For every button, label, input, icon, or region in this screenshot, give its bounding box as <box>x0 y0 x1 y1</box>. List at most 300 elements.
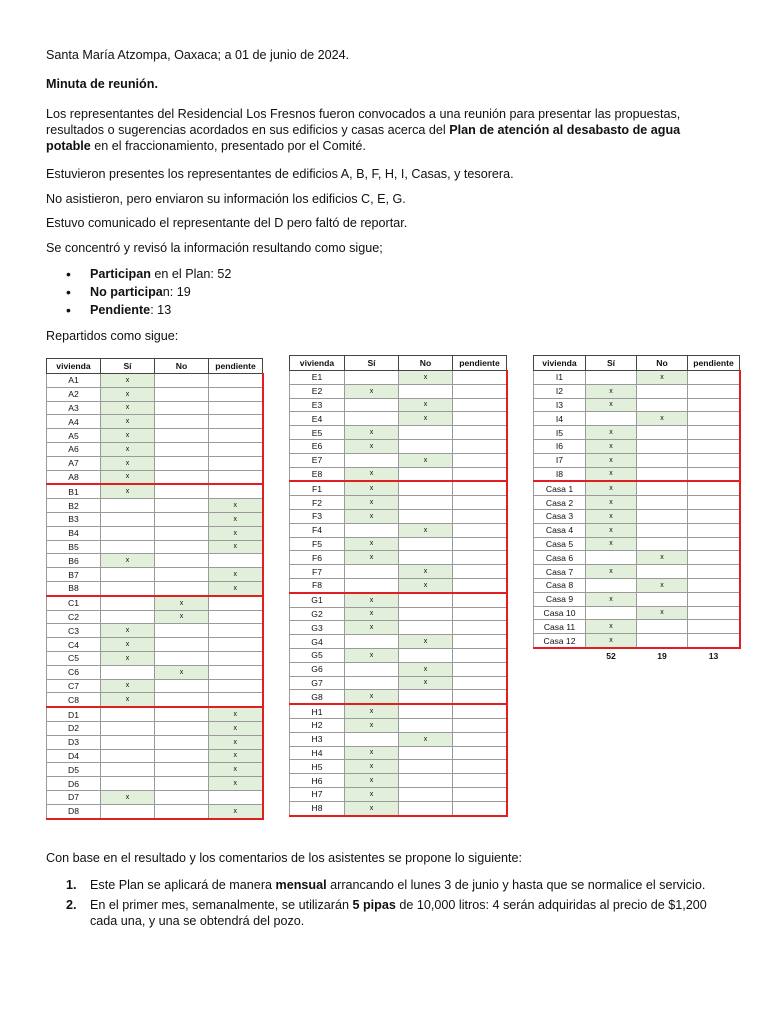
summary-item-value: en el Plan: 52 <box>150 267 232 281</box>
no-cell <box>399 648 453 662</box>
table-row <box>290 704 507 718</box>
pend-cell: x <box>209 707 263 721</box>
present-paragraph: Estuvieron presentes los representantes de edificios A, B, F, H, I, Casas, y tesorera. <box>46 167 514 181</box>
no-cell <box>155 526 209 540</box>
vivienda-cell: E4 <box>290 412 345 426</box>
si-cell <box>101 512 155 526</box>
si-cell <box>101 526 155 540</box>
proposal-highlight: 5 pipas <box>352 898 396 912</box>
no-cell <box>637 592 688 606</box>
pend-cell <box>453 760 507 774</box>
vivienda-cell: F2 <box>290 496 345 510</box>
vivienda-cell: F5 <box>290 537 345 551</box>
no-cell: x <box>637 551 688 565</box>
no-cell <box>155 401 209 415</box>
pend-cell <box>453 384 507 398</box>
table-row <box>290 426 507 440</box>
table-row <box>47 401 263 415</box>
si-cell: x <box>345 481 399 495</box>
table-row <box>290 371 507 385</box>
no-cell: x <box>399 676 453 690</box>
si-cell: x <box>345 774 399 788</box>
table-header-row <box>290 356 507 371</box>
no-cell <box>155 749 209 763</box>
si-cell <box>345 565 399 579</box>
pend-cell: x <box>209 721 263 735</box>
pend-cell <box>453 704 507 718</box>
no-cell <box>637 481 688 495</box>
vivienda-cell: C7 <box>47 679 101 693</box>
pend-cell <box>453 718 507 732</box>
si-cell <box>345 635 399 649</box>
vivienda-cell: I8 <box>534 467 586 481</box>
si-cell: x <box>345 537 399 551</box>
vivienda-cell: F7 <box>290 565 345 579</box>
vivienda-cell: H8 <box>290 801 345 815</box>
pend-cell <box>453 467 507 481</box>
si-cell <box>101 540 155 554</box>
totals-label-cell <box>534 648 586 663</box>
pend-cell <box>209 790 263 804</box>
pend-cell <box>209 456 263 470</box>
no-cell <box>637 439 688 453</box>
si-cell: x <box>345 593 399 607</box>
vivienda-cell: B5 <box>47 540 101 554</box>
pend-cell <box>209 651 263 665</box>
pend-cell <box>453 732 507 746</box>
no-cell <box>155 387 209 401</box>
si-cell <box>345 662 399 676</box>
si-cell: x <box>345 467 399 481</box>
col-si: Sí <box>101 359 155 374</box>
vivienda-cell: E6 <box>290 439 345 453</box>
table-row <box>47 721 263 735</box>
total-si: 52 <box>586 648 637 663</box>
vivienda-cell: C4 <box>47 638 101 652</box>
vivienda-cell: I2 <box>534 384 586 398</box>
pend-cell <box>688 551 740 565</box>
intro-paragraph <box>46 106 728 154</box>
table-row <box>47 387 263 401</box>
table-row <box>290 496 507 510</box>
pend-cell: x <box>209 777 263 791</box>
pend-cell <box>688 509 740 523</box>
table-row <box>290 523 507 537</box>
table-row <box>534 523 740 537</box>
si-cell: x <box>345 648 399 662</box>
no-cell <box>637 496 688 510</box>
si-cell: x <box>101 442 155 456</box>
vivienda-cell: F4 <box>290 523 345 537</box>
pend-cell <box>453 774 507 788</box>
vivienda-cell: G6 <box>290 662 345 676</box>
no-cell <box>155 470 209 484</box>
table-row <box>47 484 263 498</box>
table-row <box>47 554 263 568</box>
si-cell: x <box>101 679 155 693</box>
table-header-row <box>47 359 263 374</box>
vivienda-cell: B2 <box>47 499 101 513</box>
pend-cell <box>209 374 263 388</box>
table-row <box>534 606 740 620</box>
pend-cell <box>453 621 507 635</box>
pend-cell: x <box>209 526 263 540</box>
table-row <box>534 565 740 579</box>
table-header-row <box>534 356 740 371</box>
no-cell <box>399 537 453 551</box>
si-cell: x <box>345 690 399 704</box>
vivienda-cell: Casa 3 <box>534 509 586 523</box>
table-row <box>47 442 263 456</box>
si-cell <box>586 412 637 426</box>
si-cell: x <box>345 426 399 440</box>
pend-cell <box>209 429 263 443</box>
table-row <box>534 371 740 385</box>
distributed-paragraph: Repartidos como sigue: <box>46 329 179 343</box>
vivienda-cell: D8 <box>47 804 101 818</box>
vivienda-cell: C1 <box>47 596 101 610</box>
pend-cell <box>688 565 740 579</box>
no-cell <box>399 760 453 774</box>
no-cell <box>637 565 688 579</box>
no-cell <box>155 374 209 388</box>
table-row <box>290 607 507 621</box>
vivienda-cell: Casa 11 <box>534 620 586 634</box>
table-row <box>47 735 263 749</box>
si-cell: x <box>101 456 155 470</box>
pend-cell <box>209 484 263 498</box>
vivienda-cell: E7 <box>290 453 345 467</box>
si-cell: x <box>586 592 637 606</box>
pend-cell <box>453 565 507 579</box>
summary-item <box>46 265 231 283</box>
si-cell <box>586 551 637 565</box>
table-row <box>47 763 263 777</box>
si-cell: x <box>345 704 399 718</box>
table-row <box>534 398 740 412</box>
vivienda-cell: H6 <box>290 774 345 788</box>
pend-cell <box>453 537 507 551</box>
pend-cell <box>209 387 263 401</box>
si-cell <box>101 763 155 777</box>
si-cell: x <box>586 467 637 481</box>
pend-cell <box>688 371 740 385</box>
absent-paragraph: No asistieron, pero enviaron su información los edificios C, E, G. <box>46 192 406 206</box>
table-row <box>290 690 507 704</box>
vivienda-cell: D2 <box>47 721 101 735</box>
vivienda-cell: D1 <box>47 707 101 721</box>
table-row <box>47 540 263 554</box>
si-cell <box>345 578 399 592</box>
table-row <box>47 512 263 526</box>
pend-cell <box>453 453 507 467</box>
no-cell: x <box>637 371 688 385</box>
table-building-i-casas <box>533 355 741 663</box>
no-cell <box>155 415 209 429</box>
vivienda-cell: E5 <box>290 426 345 440</box>
proposal-text: Este Plan se aplicará de manera <box>90 878 276 892</box>
no-cell: x <box>399 412 453 426</box>
table-row <box>534 412 740 426</box>
pend-cell <box>688 537 740 551</box>
proposal-text: de 10,000 litros: 4 serán adquiridas al precio de $1,200 cada una, y una se obtendrá del pozo. <box>90 898 707 928</box>
table-row <box>534 467 740 481</box>
pend-cell <box>453 496 507 510</box>
proposal-number: 2. <box>66 898 77 912</box>
vivienda-cell: G4 <box>290 635 345 649</box>
si-cell: x <box>101 693 155 707</box>
si-cell <box>345 523 399 537</box>
vivienda-cell: I1 <box>534 371 586 385</box>
si-cell: x <box>345 718 399 732</box>
vivienda-cell: H3 <box>290 732 345 746</box>
proposal-intro: Con base en el resultado y los comentarios de los asistentes se propone lo siguiente: <box>46 851 523 865</box>
vivienda-cell: E8 <box>290 467 345 481</box>
no-cell <box>155 568 209 582</box>
vivienda-cell: C8 <box>47 693 101 707</box>
si-cell: x <box>101 651 155 665</box>
summary-item <box>46 301 231 319</box>
col-no: No <box>399 356 453 371</box>
date-line: Santa María Atzompa, Oaxaca; a 01 de junio de 2024. <box>46 48 350 62</box>
no-cell <box>399 801 453 815</box>
table-row <box>534 634 740 648</box>
si-cell: x <box>586 384 637 398</box>
vivienda-cell: C5 <box>47 651 101 665</box>
vivienda-cell: H2 <box>290 718 345 732</box>
table-row <box>47 415 263 429</box>
pend-cell: x <box>209 804 263 818</box>
vivienda-cell: C2 <box>47 610 101 624</box>
table-row <box>534 537 740 551</box>
pend-cell <box>453 607 507 621</box>
vivienda-cell: D4 <box>47 749 101 763</box>
si-cell <box>586 371 637 385</box>
col-pendiente: pendiente <box>209 359 263 374</box>
pend-cell <box>688 384 740 398</box>
pend-cell <box>453 746 507 760</box>
no-cell <box>155 554 209 568</box>
si-cell: x <box>101 401 155 415</box>
vivienda-cell: B7 <box>47 568 101 582</box>
si-cell: x <box>345 760 399 774</box>
table-row <box>47 624 263 638</box>
table-row <box>534 453 740 467</box>
no-cell <box>155 456 209 470</box>
si-cell: x <box>101 554 155 568</box>
table-row <box>47 638 263 652</box>
table-row <box>290 635 507 649</box>
table-row <box>47 665 263 679</box>
vivienda-cell: A5 <box>47 429 101 443</box>
intro-text-2: en el fraccionamiento, presentado por el Comité. <box>90 139 366 153</box>
si-cell <box>101 596 155 610</box>
si-cell <box>345 398 399 412</box>
proposal-text: arrancando el lunes 3 de junio y hasta que se normalice el servicio. <box>326 878 706 892</box>
pend-cell <box>688 634 740 648</box>
pend-cell <box>453 481 507 495</box>
si-cell: x <box>345 787 399 801</box>
si-cell <box>101 777 155 791</box>
table-row <box>290 467 507 481</box>
col-vivienda: vivienda <box>290 356 345 371</box>
no-cell: x <box>399 578 453 592</box>
si-cell: x <box>345 607 399 621</box>
vivienda-cell: D7 <box>47 790 101 804</box>
si-cell <box>101 581 155 595</box>
si-cell: x <box>586 398 637 412</box>
pend-cell <box>453 690 507 704</box>
table-row <box>534 551 740 565</box>
no-cell <box>155 540 209 554</box>
col-pendiente: pendiente <box>688 356 740 371</box>
no-cell: x <box>637 578 688 592</box>
no-cell <box>399 787 453 801</box>
no-cell <box>155 638 209 652</box>
no-cell: x <box>155 596 209 610</box>
no-cell <box>637 453 688 467</box>
no-cell: x <box>399 371 453 385</box>
no-cell <box>155 804 209 818</box>
no-cell <box>155 721 209 735</box>
no-cell <box>399 704 453 718</box>
pend-cell <box>209 554 263 568</box>
no-cell <box>637 537 688 551</box>
si-cell <box>101 568 155 582</box>
vivienda-cell: B6 <box>47 554 101 568</box>
no-cell <box>399 718 453 732</box>
col-vivienda: vivienda <box>534 356 586 371</box>
contacted-paragraph: Estuvo comunicado el representante del D pero faltó de reportar. <box>46 216 408 230</box>
no-cell <box>399 607 453 621</box>
vivienda-cell: D5 <box>47 763 101 777</box>
pend-cell <box>209 470 263 484</box>
total-pend: 13 <box>688 648 740 663</box>
table-row <box>290 787 507 801</box>
pend-cell <box>209 442 263 456</box>
vivienda-cell: I3 <box>534 398 586 412</box>
vivienda-cell: Casa 12 <box>534 634 586 648</box>
pend-cell: x <box>209 512 263 526</box>
pend-cell <box>688 496 740 510</box>
no-cell <box>399 690 453 704</box>
table-row <box>290 537 507 551</box>
si-cell: x <box>345 621 399 635</box>
vivienda-cell: H1 <box>290 704 345 718</box>
no-cell <box>399 467 453 481</box>
si-cell: x <box>101 387 155 401</box>
pend-cell <box>688 620 740 634</box>
pend-cell <box>453 648 507 662</box>
pend-cell <box>688 453 740 467</box>
pend-cell <box>453 593 507 607</box>
total-no: 19 <box>637 648 688 663</box>
no-cell <box>155 735 209 749</box>
vivienda-cell: C3 <box>47 624 101 638</box>
table-row <box>290 621 507 635</box>
si-cell: x <box>101 638 155 652</box>
table-row <box>47 499 263 513</box>
pend-cell <box>209 401 263 415</box>
vivienda-cell: G2 <box>290 607 345 621</box>
table-row <box>290 648 507 662</box>
si-cell: x <box>101 374 155 388</box>
si-cell <box>101 749 155 763</box>
table-row <box>534 481 740 495</box>
pend-cell <box>453 676 507 690</box>
vivienda-cell: A3 <box>47 401 101 415</box>
table-row <box>47 374 263 388</box>
vivienda-cell: H7 <box>290 787 345 801</box>
pend-cell <box>209 596 263 610</box>
vivienda-cell: D6 <box>47 777 101 791</box>
si-cell <box>101 707 155 721</box>
vivienda-cell: I4 <box>534 412 586 426</box>
pend-cell <box>209 638 263 652</box>
vivienda-cell: B8 <box>47 581 101 595</box>
no-cell <box>637 620 688 634</box>
no-cell <box>637 384 688 398</box>
no-cell <box>399 426 453 440</box>
vivienda-cell: I5 <box>534 426 586 440</box>
no-cell <box>155 707 209 721</box>
vivienda-cell: B3 <box>47 512 101 526</box>
table-buildings-a-d <box>46 358 264 820</box>
table-row <box>534 509 740 523</box>
summary-item-label: Participan <box>90 267 151 281</box>
col-no: No <box>637 356 688 371</box>
table-row <box>290 384 507 398</box>
no-cell: x <box>399 565 453 579</box>
intro-text-1: Los representantes del Residencial Los Fresnos fueron convocados a una reunión para presentar las propuestas, resultados o sugerencias acordados en sus edificios y casas acerca del <box>46 107 681 137</box>
no-cell <box>637 398 688 412</box>
col-si: Sí <box>586 356 637 371</box>
vivienda-cell: I7 <box>534 453 586 467</box>
no-cell: x <box>155 610 209 624</box>
si-cell: x <box>345 384 399 398</box>
table-row <box>534 578 740 592</box>
si-cell: x <box>101 429 155 443</box>
table-row <box>290 801 507 815</box>
pend-cell <box>453 398 507 412</box>
concentrated-paragraph: Se concentró y revisó la información resultando como sigue; <box>46 241 383 255</box>
pend-cell <box>209 624 263 638</box>
vivienda-cell: G1 <box>290 593 345 607</box>
pend-cell <box>453 371 507 385</box>
si-cell: x <box>586 509 637 523</box>
no-cell: x <box>155 665 209 679</box>
table-row <box>47 693 263 707</box>
vivienda-cell: A1 <box>47 374 101 388</box>
no-cell: x <box>399 732 453 746</box>
no-cell <box>155 499 209 513</box>
vivienda-cell: A2 <box>47 387 101 401</box>
pend-cell <box>688 606 740 620</box>
summary-item-label: No participa <box>90 285 163 299</box>
no-cell <box>155 442 209 456</box>
pend-cell <box>688 592 740 606</box>
pend-cell: x <box>209 749 263 763</box>
pend-cell <box>688 481 740 495</box>
pend-cell <box>688 439 740 453</box>
si-cell: x <box>586 439 637 453</box>
plan-name: Plan de atención al desabasto de agua potable <box>46 123 681 153</box>
table-row <box>47 777 263 791</box>
pend-cell <box>688 523 740 537</box>
table-row <box>290 412 507 426</box>
vivienda-cell: D3 <box>47 735 101 749</box>
no-cell <box>399 439 453 453</box>
